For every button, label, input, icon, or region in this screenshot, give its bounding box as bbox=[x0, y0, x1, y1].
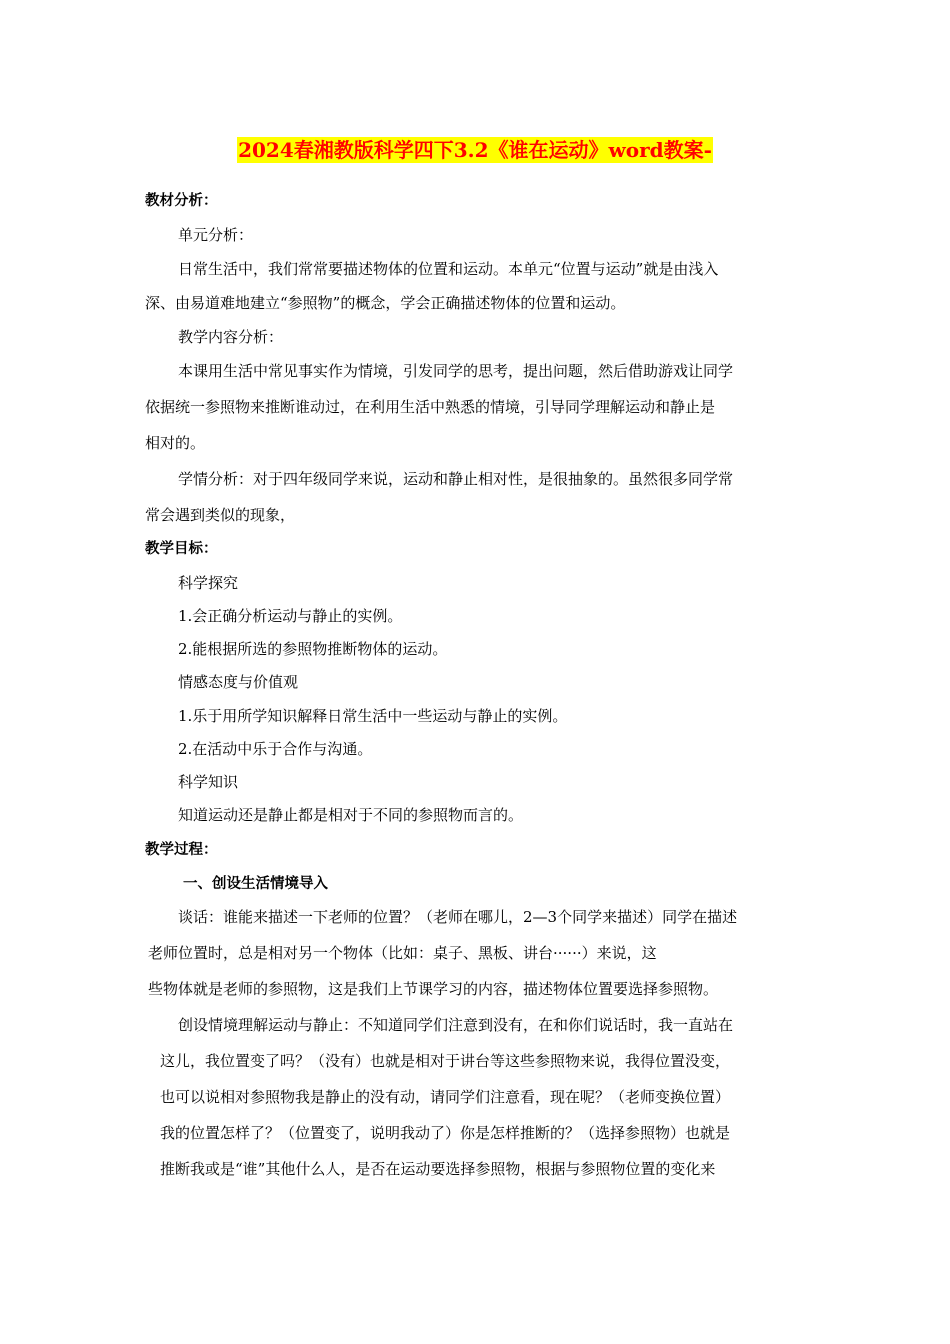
section-heading-materials: 教材分析： bbox=[145, 193, 218, 209]
list-item: 2.在活动中乐于合作与沟通。 bbox=[178, 740, 373, 758]
paragraph-line: 学情分析：对于四年级同学来说，运动和静止相对性，是很抽象的。虽然很多同学常 bbox=[178, 470, 734, 488]
section-heading-process: 教学过程： bbox=[145, 842, 218, 858]
section-heading-objectives: 教学目标： bbox=[145, 541, 218, 557]
title-wrap bbox=[0, 137, 950, 163]
paragraph-line: 创设情境理解运动与静止：不知道同学们注意到没有，在和你们说话时，我一直站在 bbox=[178, 1016, 734, 1034]
knowledge-label: 科学知识 bbox=[178, 773, 239, 791]
inquiry-label: 科学探究 bbox=[178, 574, 239, 592]
list-item: 1.会正确分析运动与静止的实例。 bbox=[178, 607, 403, 625]
step-heading: 一、创设生活情境导入 bbox=[183, 876, 328, 892]
paragraph-line: 我的位置怎样了？（位置变了，说明我动了）你是怎样推断的？（选择参照物）也就是 bbox=[160, 1124, 731, 1142]
list-item: 2.能根据所选的参照物推断物体的运动。 bbox=[178, 640, 448, 658]
attitude-label: 情感态度与价值观 bbox=[178, 673, 299, 691]
paragraph-line: 日常生活中，我们常常要描述物体的位置和运动。本单元“位置与运动”就是由浅入 bbox=[178, 260, 719, 278]
paragraph-line: 谈话：谁能来描述一下老师的位置？（老师在哪儿，2—3个同学来描述）同学在描述 bbox=[178, 908, 738, 926]
paragraph-line: 推断我或是“谁”其他什么人，是否在运动要选择参照物，根据与参照物位置的变化来 bbox=[160, 1160, 716, 1178]
list-item: 知道运动还是静止都是相对于不同的参照物而言的。 bbox=[178, 806, 524, 824]
paragraph-line: 本课用生活中常见事实作为情境，引发同学的思考，提出问题，然后借助游戏让同学 bbox=[178, 362, 734, 380]
document-title: 2024春湘教版科学四下3.2《谁在运动》word教案- bbox=[238, 138, 712, 162]
unit-analysis-label: 单元分析： bbox=[178, 226, 254, 244]
paragraph-line: 依据统一参照物来推断谁动过，在利用生活中熟悉的情境，引导同学理解运动和静止是 bbox=[145, 398, 716, 416]
paragraph-line: 老师位置时，总是相对另一个物体（比如：桌子、黑板、讲台······）来说，这 bbox=[148, 944, 657, 962]
paragraph-line: 相对的。 bbox=[145, 434, 206, 452]
paragraph-line: 这儿，我位置变了吗？（没有）也就是相对于讲台等这些参照物来说，我得位置没变， bbox=[160, 1052, 731, 1070]
paragraph-line: 也可以说相对参照物我是静止的没有动，请同学们注意看，现在呢？（老师变换位置） bbox=[160, 1088, 731, 1106]
paragraph-line: 些物体就是老师的参照物，这是我们上节课学习的内容，描述物体位置要选择参照物。 bbox=[148, 980, 719, 998]
list-item: 1.乐于用所学知识解释日常生活中一些运动与静止的实例。 bbox=[178, 707, 568, 725]
paragraph-line: 常会遇到类似的现象， bbox=[145, 506, 296, 524]
paragraph-line: 深、由易道难地建立“参照物”的概念，学会正确描述物体的位置和运动。 bbox=[145, 294, 626, 312]
content-analysis-label: 教学内容分析： bbox=[178, 328, 284, 346]
